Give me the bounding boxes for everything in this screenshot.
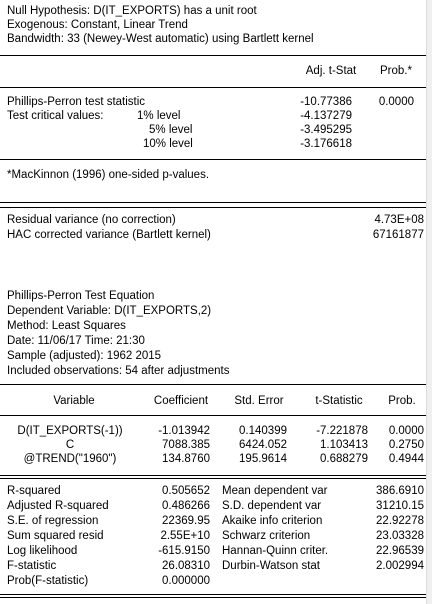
pp-test-prob: 0.0000 bbox=[378, 96, 414, 108]
table-row-prob: 0.2750 bbox=[388, 439, 424, 451]
critical-level: 5% level bbox=[149, 124, 193, 136]
stat-value: -615.9150 bbox=[158, 545, 210, 557]
stat-label: Adjusted R-squared bbox=[7, 500, 109, 512]
table-row-t-statistic: 0.688279 bbox=[320, 453, 368, 465]
col-header-std-error: Std. Error bbox=[234, 395, 284, 407]
critical-value: -3.495295 bbox=[300, 124, 352, 136]
hac-variance-label: HAC corrected variance (Bartlett kernel) bbox=[7, 229, 211, 241]
stat-label: Mean dependent var bbox=[222, 485, 328, 497]
estimation-date: Date: 11/06/17 Time: 21:30 bbox=[7, 335, 145, 347]
dependent-variable: Dependent Variable: D(IT_EXPORTS,2) bbox=[7, 305, 212, 317]
stat-value: 22.92278 bbox=[376, 515, 424, 527]
table-row-std-error: 0.140399 bbox=[239, 425, 287, 437]
stat-label: Prob(F-statistic) bbox=[7, 575, 89, 587]
hac-variance-value: 67161877 bbox=[372, 229, 424, 241]
table-row-std-error: 6424.052 bbox=[239, 439, 287, 451]
col-header-adj-t-stat: Adj. t-Stat bbox=[305, 65, 357, 77]
critical-values-label: Test critical values: bbox=[7, 110, 104, 122]
stat-label: Durbin-Watson stat bbox=[222, 560, 320, 572]
residual-variance-label: Residual variance (no correction) bbox=[7, 214, 176, 226]
exogenous-spec: Exogenous: Constant, Linear Trend bbox=[7, 19, 188, 31]
stat-value: 2.002994 bbox=[376, 560, 424, 572]
stat-value: 26.08310 bbox=[162, 560, 210, 572]
critical-level: 1% level bbox=[137, 110, 181, 122]
col-header-prob: Prob.* bbox=[380, 65, 412, 77]
stat-value: 22.96539 bbox=[376, 545, 424, 557]
sample-range: Sample (adjusted): 1962 2015 bbox=[7, 350, 162, 362]
stat-label: Log likelihood bbox=[7, 545, 78, 557]
table-row-t-statistic: -7.221878 bbox=[316, 425, 368, 437]
col-header-prob: Prob. bbox=[388, 395, 416, 407]
stat-value: 0.000000 bbox=[162, 575, 210, 587]
divider bbox=[0, 594, 426, 598]
stat-label: Sum squared resid bbox=[7, 530, 104, 542]
table-row-coefficient: 134.8760 bbox=[162, 453, 210, 465]
table-row-t-statistic: 1.103413 bbox=[320, 439, 368, 451]
divider bbox=[0, 55, 426, 56]
critical-level: 10% level bbox=[143, 138, 193, 150]
table-row-prob: 0.4944 bbox=[388, 453, 424, 465]
table-row-variable: D(IT_EXPORTS(-1)) bbox=[17, 425, 123, 437]
stat-value: 22369.95 bbox=[162, 515, 210, 527]
vertical-scrollbar[interactable] bbox=[426, 0, 432, 604]
stat-label: S.D. dependent var bbox=[222, 500, 322, 512]
table-row-std-error: 195.9614 bbox=[239, 453, 287, 465]
stat-label: S.E. of regression bbox=[7, 515, 99, 527]
divider bbox=[0, 415, 426, 416]
pp-test-label: Phillips-Perron test statistic bbox=[7, 96, 146, 108]
null-hypothesis: Null Hypothesis: D(IT_EXPORTS) has a unit root bbox=[7, 5, 257, 17]
stat-value: 0.486266 bbox=[162, 500, 210, 512]
stat-label: R-squared bbox=[7, 485, 61, 497]
stat-value: 386.6910 bbox=[376, 485, 424, 497]
divider bbox=[0, 207, 426, 208]
included-observations: Included observations: 54 after adjustments bbox=[7, 365, 230, 377]
estimation-method: Method: Least Squares bbox=[7, 320, 126, 332]
residual-variance-value: 4.73E+08 bbox=[374, 214, 424, 226]
divider bbox=[0, 475, 426, 479]
stat-value: 0.505652 bbox=[162, 485, 210, 497]
table-row-coefficient: 7088.385 bbox=[162, 439, 210, 451]
divider bbox=[0, 159, 426, 160]
table-row-coefficient: -1.013942 bbox=[158, 425, 210, 437]
table-row-prob: 0.0000 bbox=[388, 425, 424, 437]
divider bbox=[0, 202, 426, 203]
bandwidth-spec: Bandwidth: 33 (Newey-West automatic) using Bartlett kernel bbox=[7, 33, 314, 45]
critical-value: -4.137279 bbox=[300, 110, 352, 122]
stat-value: 31210.15 bbox=[376, 500, 424, 512]
equation-title: Phillips-Perron Test Equation bbox=[7, 290, 155, 302]
stat-label: Hannan-Quinn criter. bbox=[222, 545, 329, 557]
mackinnon-footnote: *MacKinnon (1996) one-sided p-values. bbox=[7, 169, 210, 181]
col-header-coefficient: Coefficient bbox=[153, 395, 209, 407]
stat-label: Akaike info criterion bbox=[222, 515, 323, 527]
table-row-variable: C bbox=[65, 439, 75, 451]
critical-value: -3.176618 bbox=[300, 138, 352, 150]
divider bbox=[0, 87, 426, 88]
divider bbox=[0, 384, 426, 385]
stat-label: Schwarz criterion bbox=[222, 530, 311, 542]
pp-test-stat: -10.77386 bbox=[300, 96, 352, 108]
col-header-variable: Variable bbox=[53, 395, 95, 407]
stat-value: 2.55E+10 bbox=[160, 530, 210, 542]
table-row-variable: @TREND("1960") bbox=[23, 453, 117, 465]
col-header-t-statistic: t-Statistic bbox=[315, 395, 363, 407]
stat-value: 23.03328 bbox=[376, 530, 424, 542]
stat-label: F-statistic bbox=[7, 560, 57, 572]
